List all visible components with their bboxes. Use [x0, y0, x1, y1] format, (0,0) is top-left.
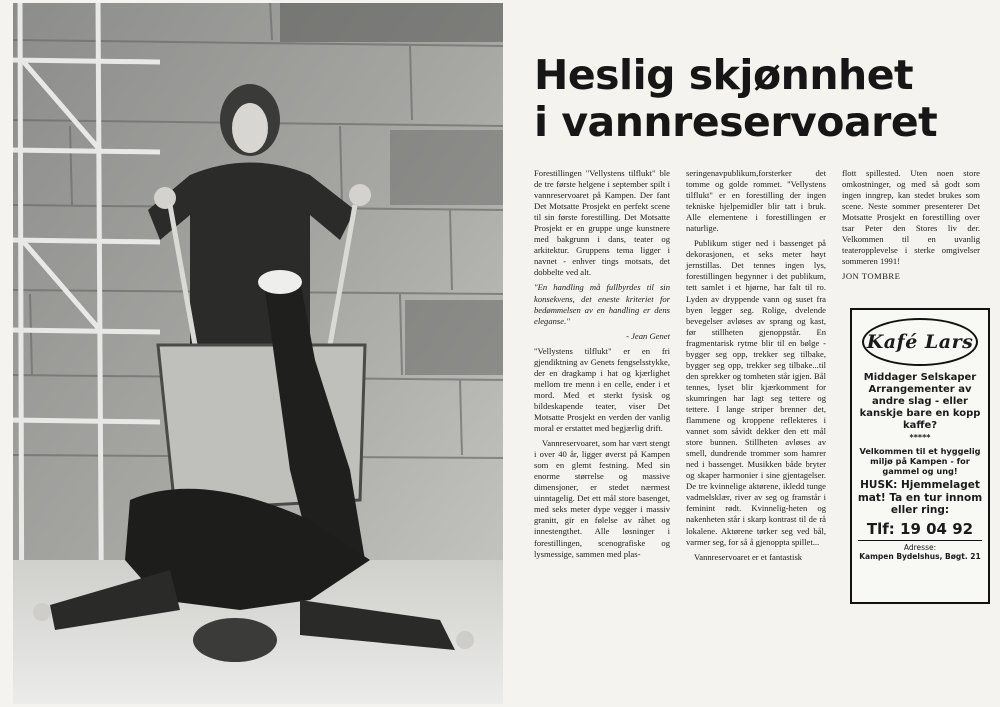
kafe-lars-logo: Kafé Lars — [862, 318, 978, 366]
ad-address — [858, 540, 982, 561]
headline-line-1: Heslig skjønnhet — [534, 51, 914, 99]
ad-address-label: Adresse: — [903, 542, 937, 552]
paragraph: Vannreservoaret, som har vært stengt i over 40 år, ligger øverst på Kampen som en glemt festning. Med sin enorme størrelse og massive dimensjoner, er stedet nærmest uinntagelig. Det ett mål store basenget, med seks meter dype vegger i massiv granitt, gir en følelse av råhet og innestengthet. Alle løsninger i forestillingen, scenografiske og lysmessige, sammen med plas- — [534, 438, 670, 559]
article-page — [520, 0, 1000, 707]
pull-quote: "En handling må fullbyrdes til sin konsekvens, det eneste kriteriet for bedømmelsen av en handling er dens eleganse." — [534, 282, 670, 326]
article-photo — [10, 0, 506, 707]
paragraph: Forestillingen "Vellystens tilflukt" ble de tre første helgene i september spilt i vannreservoaret på Kampen. Der fant Det Motsatte Prosjekt en perfekt scene til sin første forestilling. Det Motsatte Prosjekt er en gruppe unge kunstnere med bakgrunn i dans, teater og arkitektur. Gruppens tema ligger i navnet - enhver tings motsats, det dobbelte ved alt. — [534, 168, 670, 278]
headline-line-2: i vannreservoaret — [534, 98, 938, 146]
ad-phone-number: Tlf: 19 04 92 — [866, 519, 974, 538]
article-column-2 — [686, 168, 826, 567]
wheelbarrow-performance-photo — [10, 0, 506, 707]
ad-heading: Middager Selskaper Arrangementer av andre slag - eller kanskje bare en kopp kaffe? — [859, 372, 981, 431]
paragraph: "Vellystens tilflukt" er en fri gjendiktning av Genets fengselsstykke, der en dragkamp i hat og kjærlighet mellom tre menn i en celle, ender i et mord. Med et sterkt fysisk og bildeskapende teater, viser Det Motsatte Prosjekt en verden der vanlig moral er erstattet med begjærlig drift. — [534, 345, 670, 434]
paragraph: flott spillested. Uten noen store omkostninger, og med så godt som ingen inngrep, kan stedet brukes som scene. Neste sommer presenterer Det Motsatte Prosjekt en forestilling over tsar Peter den Stores liv der. Velkommen til en uvanlig teateropplevelse i sterke omgivelser sommeren 1991! — [842, 168, 980, 267]
paragraph: Vannreservoaret er et fantastisk — [694, 551, 803, 562]
ad-welcome-text: Velkommen til et hyggelig miljø på Kampen - for gammel og ung! — [859, 446, 981, 476]
kafe-lars-advertisement — [850, 308, 990, 604]
article-column-1 — [534, 168, 670, 564]
author-byline: JON TOMBRE — [842, 271, 901, 282]
article-column-3 — [842, 168, 980, 286]
paragraph: Publikum stiger ned i bassenget på dekorasjonen, et seks meter høyt jernstillas. Det tennes ingen lys, forestillingen begynner i det publikum, tett samlet i et hjørne, har falt til ro. Lyden av dryppende vann og suset fra byen legger seg. Rolige, dvelende bevegelser avløses av sprang og kast, før stillheten gjenoppstår. En fragmentarisk rytme blir til en bølge - bygger seg opp, trekker seg tilbake, bygger seg opp, trekker seg tilbake...til den sprekker og tomheten står igjen. Bål tennes, lyset blir kjærkomment for skumringen har lagt seg tettere og tettere. I lange striper brenner det, flammene og kroppene reflekteres i vannet som såvidt dekker den ett mål store bunnen. Stillheten avløses av smell, dundrende trommer som hamrer ned i bassenget. Musikken både bryter og skaper harmonier i sine gjentagelser. De tre kvinnelige aktørene, ikledd tunge vadmelsklær, river av seg og framstår i feminint rødt. Kvinnelig-heten og nakenheten står i skarp kontrast til de rå lokalene. Aktørene tørker seg ved bål, varmer seg, for så å gjenoppta spillet... — [686, 238, 826, 547]
article-headline — [534, 52, 994, 146]
ad-address-value: Kampen Bydelshus, Bøgt. 21 — [859, 551, 981, 561]
quote-attribution: - Jean Genet — [626, 330, 670, 341]
ad-reminder-text: HUSK: Hjemmelaget mat! Ta en tur innom eller ring: — [857, 479, 983, 516]
ad-stars: ***** — [909, 433, 931, 442]
paragraph: seringenavpublikum,forsterker det tomme og golde rommet. "Vellystens tilflukt" er en forestilling der ingen tekniske hjelpemidler blir tatt i bruk. Alle elementene i forestillingen er naturlige. — [686, 168, 826, 234]
